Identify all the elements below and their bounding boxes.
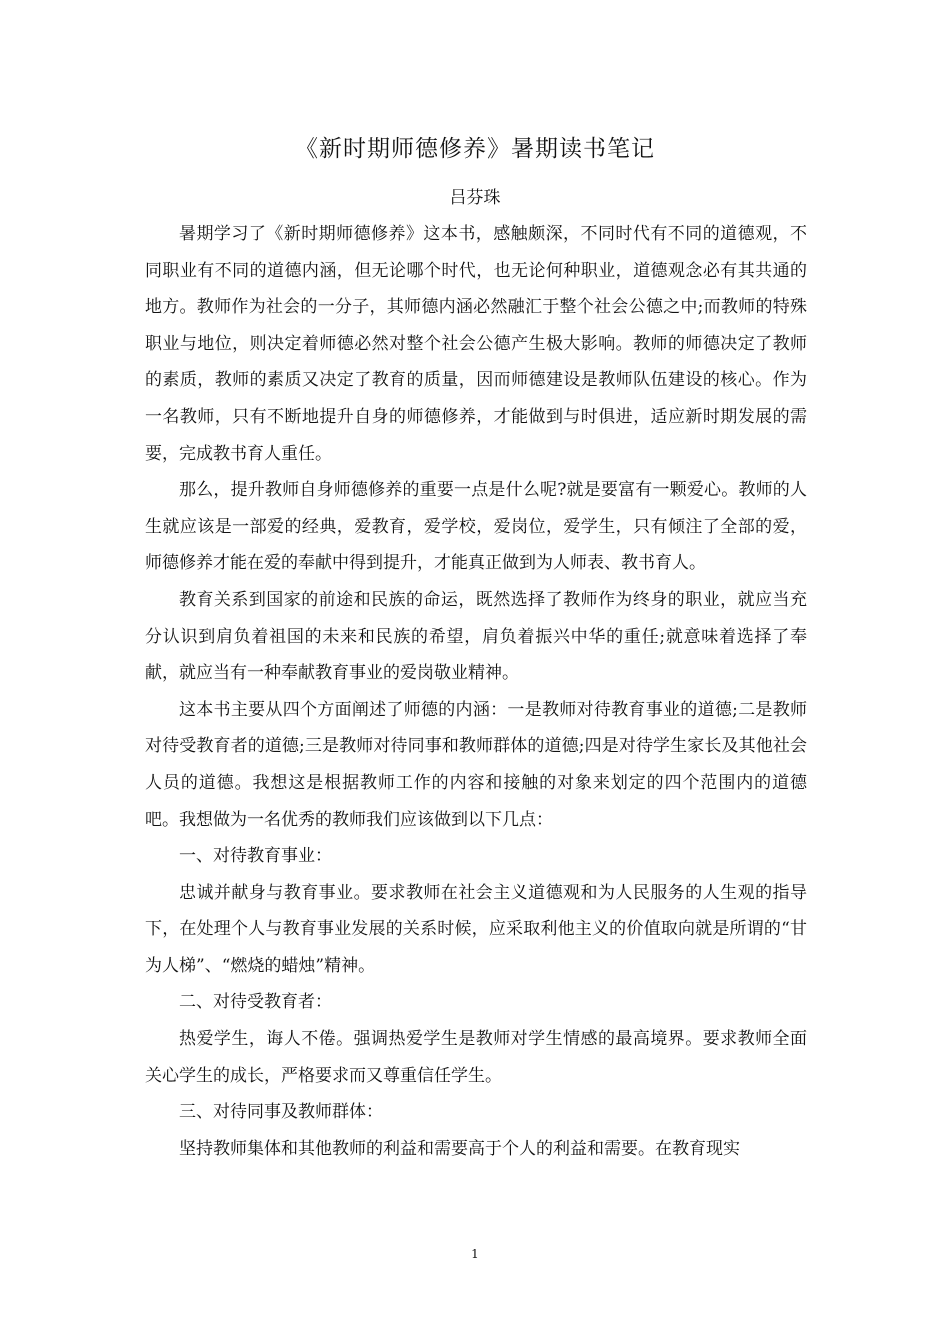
paragraph-7: 坚持教师集体和其他教师的利益和需要高于个人的利益和需要。在教育现实 (179, 1138, 740, 1159)
section-heading-2: 二、对待受教育者： (179, 992, 332, 1013)
section-heading-1: 一、对待教育事业： (179, 846, 332, 867)
document-body (145, 216, 807, 1167)
section-heading-3: 三、对待同事及教师群体： (179, 1102, 383, 1123)
document-author: 吕芬珠 (449, 188, 501, 208)
paragraph-2: 那么，提升教师自身师德修养的重要一点是什么呢?就是要富有一颗爱心。教师的人生就应该是一部爱的经典，爱教育，爱学校，爱岗位，爱学生，只有倾注了全部的爱，师德修养才能在爱的奉献中得到提升，才能真正做到为人师表、教书育人。 (145, 480, 807, 574)
paragraph-1: 暑期学习了《新时期师德修养》这本书，感触颇深，不同时代有不同的道德观，不同职业有不同的道德内涵，但无论哪个时代，也无论何种职业，道德观念必有其共通的地方。教师作为社会的一分子，其师德内涵必然融汇于整个社会公德之中;而教师的特殊职业与地位，则决定着师德必然对整个社会公德产生极大影响。教师的师德决定了教师的素质，教师的素质又决定了教育的质量，因而师德建设是教师队伍建设的核心。作为一名教师，只有不断地提升自身的师德修养，才能做到与时俱进，适应新时期发展的需要，完成教书育人重任。 (145, 224, 807, 464)
paragraph-3: 教育关系到国家的前途和民族的命运，既然选择了教师作为终身的职业，就应当充分认识到肩负着祖国的未来和民族的希望，肩负着振兴中华的重任;就意味着选择了奉献，就应当有一种奉献教育事业的爱岗敬业精神。 (145, 589, 807, 684)
paragraph-6: 热爱学生，诲人不倦。强调热爱学生是教师对学生情感的最高境界。要求教师全面关心学生的成长，严格要求而又尊重信任学生。 (145, 1029, 807, 1086)
paragraph-5: 忠诚并献身与教育事业。要求教师在社会主义道德观和为人民服务的人生观的指导下，在处理个人与教育事业发展的关系时候，应采取利他主义的价值取向就是所谓的“甘为人梯”、“燃烧的蜡烛”精神。 (145, 882, 807, 976)
paragraph-4: 这本书主要从四个方面阐述了师德的内涵：一是教师对待教育事业的道德;二是教师对待受教育者的道德;三是教师对待同事和教师群体的道德;四是对待学生家长及其他社会人员的道德。我想这是根据教师工作的内容和接触的对象来划定的四个范围内的道德吧。我想做为一名优秀的教师我们应该做到以下几点： (145, 699, 807, 830)
document-title: 《新时期师德修养》暑期读书笔记 (295, 136, 655, 162)
page-number: 1 (471, 1247, 479, 1261)
